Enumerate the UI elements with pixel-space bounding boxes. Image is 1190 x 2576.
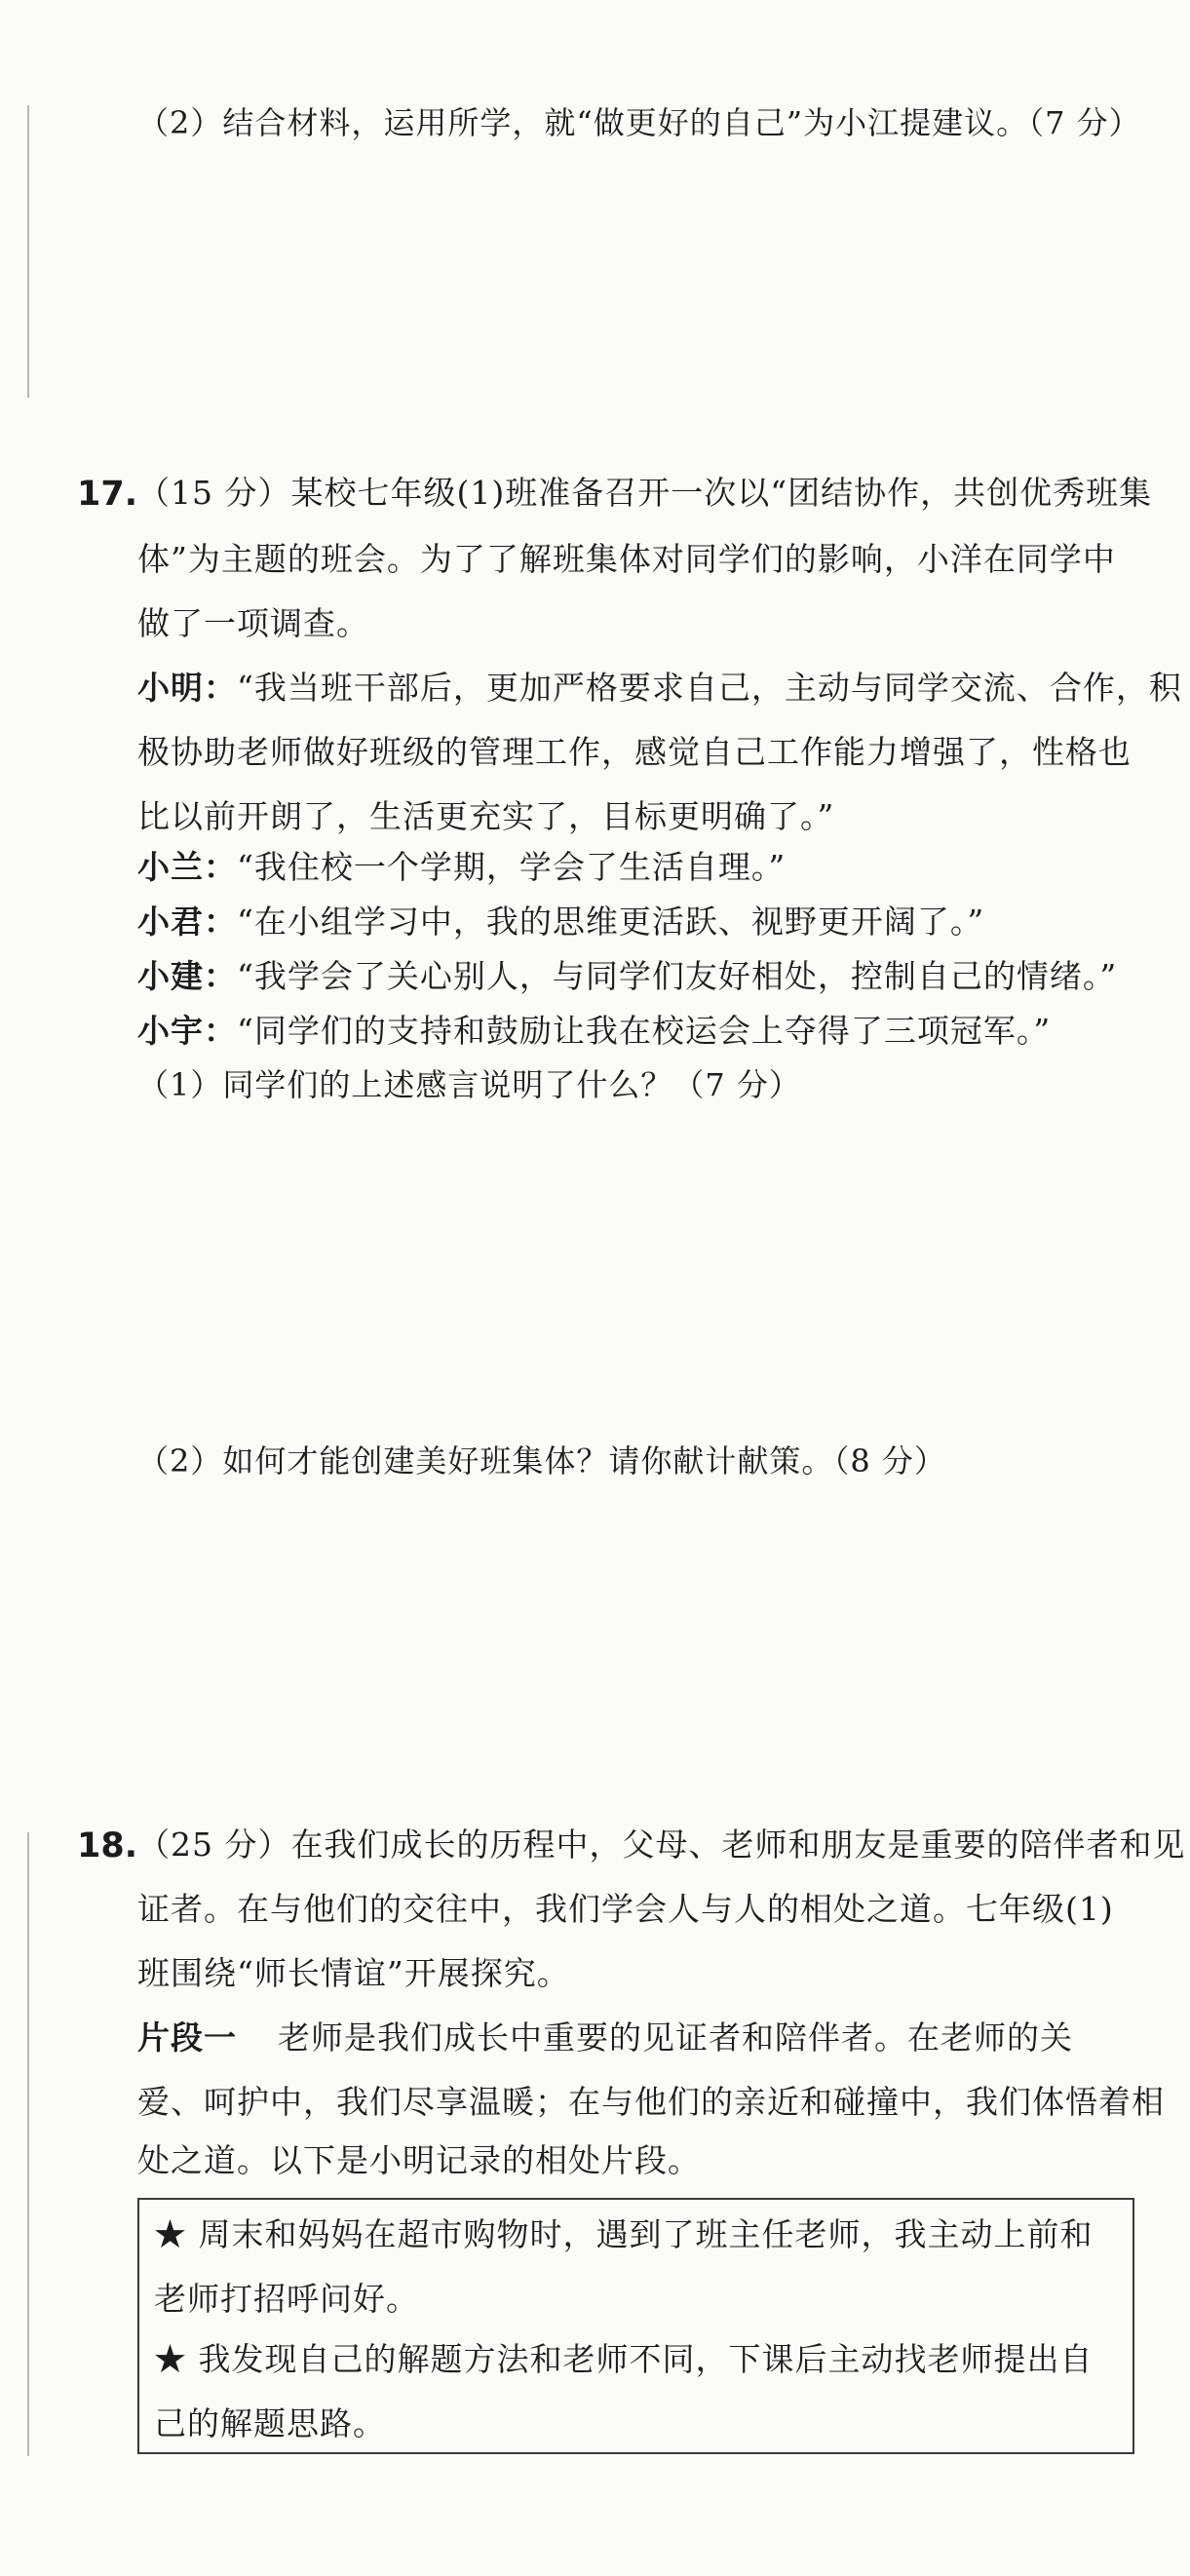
quote-text: “我学会了关心别人，与同学们友好相处，控制自己的情绪。” <box>237 957 1118 995</box>
q17-xiaojun <box>137 903 984 942</box>
q17-intro-line: 体”为主题的班会。为了了解班集体对同学们的影响，小洋在同学中 <box>137 540 1116 578</box>
q17-xiaoming-cont: 比以前开朗了，生活更充实了，目标更明确了。” <box>137 797 835 835</box>
q17-intro-line: 做了一项调查。 <box>137 604 369 642</box>
q18-intro-line: 班围绕“师长情谊”开展探究。 <box>137 1954 570 1992</box>
q17-intro-line: （15 分）某校七年级(1)班准备召开一次以“团结协作，共创优秀班集 <box>137 474 1153 512</box>
q17-number: 17. <box>77 475 138 514</box>
q17-xiaoming <box>137 669 1182 708</box>
speaker-label: 小明： <box>137 669 237 707</box>
quote-text: “我当班干部后，更加严格要求自己，主动与同学交流、合作，积 <box>237 669 1182 707</box>
record-box-line: 老师打招呼问好。 <box>154 2280 419 2318</box>
q18-segment1 <box>137 2019 1073 2057</box>
speaker-label: 小兰： <box>137 848 237 886</box>
segment-text: 老师是我们成长中重要的见证者和陪伴者。在老师的关 <box>278 2019 1073 2057</box>
q17-xiaojian <box>137 957 1117 996</box>
speaker-label: 小建： <box>137 957 237 995</box>
quote-text: “在小组学习中，我的思维更活跃、视野更开阔了。” <box>237 903 985 941</box>
q18-segment1-cont: 处之道。以下是小明记录的相处片段。 <box>137 2141 701 2179</box>
q18-number: 18. <box>77 1826 138 1865</box>
q18-intro-line: 证者。在与他们的交往中，我们学会人与人的相处之道。七年级(1) <box>137 1890 1114 1928</box>
q18-intro-line: （25 分）在我们成长的历程中，父母、老师和朋友是重要的陪伴者和见 <box>137 1826 1186 1864</box>
q16-sub2: （2）结合材料，运用所学，就“做更好的自己”为小江提建议。（7 分） <box>137 104 1141 141</box>
quote-text: “我住校一个学期，学会了生活自理。” <box>237 848 787 886</box>
q18-segment1-cont: 爱、呵护中，我们尽享温暖；在与他们的亲近和碰撞中，我们体悟着相 <box>137 2083 1165 2121</box>
q17-xiaoyu <box>137 1012 1051 1051</box>
margin-line-bottom <box>27 1832 29 2456</box>
quote-text: “同学们的支持和鼓励让我在校运会上夺得了三项冠军。” <box>237 1012 1052 1050</box>
q17-xiaolan <box>137 848 786 887</box>
q17-xiaoming-cont: 极协助老师做好班级的管理工作，感觉自己工作能力增强了，性格也 <box>137 733 1132 771</box>
speaker-label: 小宇： <box>137 1012 237 1050</box>
record-box-line: 己的解题思路。 <box>154 2404 386 2442</box>
record-box-line: ★ 我发现自己的解题方法和老师不同，下课后主动找老师提出自 <box>154 2340 1094 2378</box>
q17-sub2: （2）如何才能创建美好班集体？请你献计献策。（8 分） <box>137 1442 946 1480</box>
speaker-label: 小君： <box>137 903 237 941</box>
record-box-line: ★ 周末和妈妈在超市购物时，遇到了班主任老师，我主动上前和 <box>154 2215 1094 2253</box>
q17-sub1: （1）同学们的上述感言说明了什么？（7 分） <box>137 1066 801 1103</box>
segment-label: 片段一 <box>137 2019 237 2057</box>
margin-line-top <box>27 105 29 398</box>
